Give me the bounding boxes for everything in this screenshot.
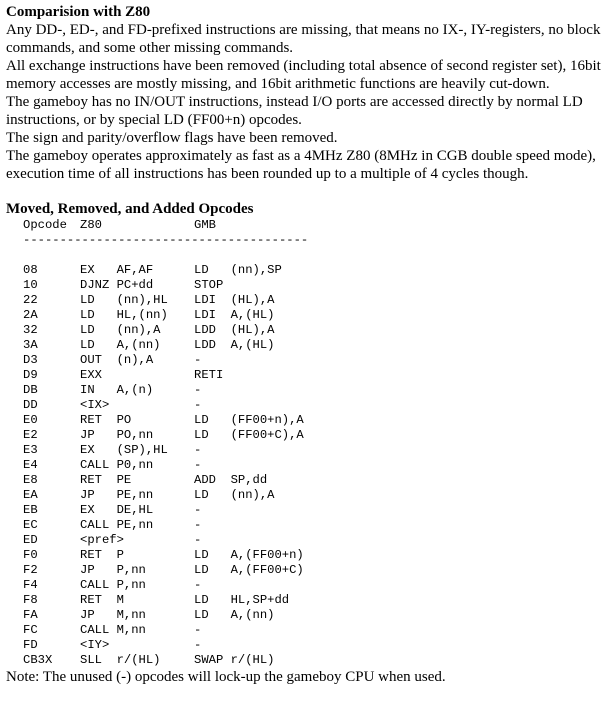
comparison-text	[6, 21, 612, 183]
opcode-cell: EA	[23, 488, 38, 502]
z80-cell: IN A,(n)	[80, 383, 154, 397]
z80-cell: EX (SP),HL	[80, 443, 168, 457]
paragraph-exchange: All exchange instructions have been removed (including total absence of second register set), 16bit memory accesses are mostly missing, and 16bit arithmetic functions are heavily cut-down.	[6, 58, 601, 92]
opcode-cell: F0	[23, 548, 38, 562]
gmb-cell: LDD (HL),A	[194, 323, 275, 337]
z80-cell: JP PO,nn	[80, 428, 154, 442]
note-text: Note: The unused (-) opcodes will lock-up the gameboy CPU when used.	[6, 669, 446, 685]
z80-cell: LD A,(nn)	[80, 338, 161, 352]
z80-cell: LD (nn),HL	[80, 293, 168, 307]
table-row	[6, 503, 612, 518]
table-row	[6, 413, 612, 428]
gmb-cell: LD (FF00+n),A	[194, 413, 304, 427]
gmb-cell: LD (FF00+C),A	[194, 428, 304, 442]
header-gmb: GMB	[194, 218, 216, 232]
table-row	[6, 398, 612, 413]
table-row	[6, 323, 612, 338]
opcode-cell: D3	[23, 353, 38, 367]
table-row	[6, 278, 612, 293]
gmb-cell: -	[194, 353, 202, 367]
table-row	[6, 383, 612, 398]
table-row	[6, 443, 612, 458]
opcode-cell: 10	[23, 278, 38, 292]
opcode-cell: 22	[23, 293, 38, 307]
z80-cell: EX DE,HL	[80, 503, 154, 517]
z80-cell: RET PE	[80, 473, 132, 487]
opcode-cell: DD	[23, 398, 38, 412]
gmb-cell: -	[194, 503, 202, 517]
table-row	[6, 488, 612, 503]
section-gap	[6, 183, 612, 200]
opcode-cell: F8	[23, 593, 38, 607]
opcode-cell: D9	[23, 368, 38, 382]
opcode-cell: FC	[23, 623, 38, 637]
gmb-cell: -	[194, 443, 202, 457]
gmb-cell: -	[194, 638, 202, 652]
table-row	[6, 428, 612, 443]
gmb-cell: LD A,(FF00+n)	[194, 548, 304, 562]
z80-cell: RET P	[80, 548, 124, 562]
table-header-row	[6, 218, 612, 233]
table-row	[6, 608, 612, 623]
opcode-cell: ED	[23, 533, 38, 547]
table-row	[6, 473, 612, 488]
z80-cell: JP P,nn	[80, 563, 146, 577]
gmb-cell: LDI (HL),A	[194, 293, 275, 307]
gmb-cell: LD A,(FF00+C)	[194, 563, 304, 577]
opcode-cell: E3	[23, 443, 38, 457]
table-row	[6, 458, 612, 473]
gmb-cell: LD (nn),A	[194, 488, 275, 502]
table-row	[6, 578, 612, 593]
table-row	[6, 563, 612, 578]
table-rule: ---------------------------------------	[23, 233, 309, 247]
opcode-cell: F2	[23, 563, 38, 577]
paragraph-flags: The sign and parity/overflow flags have been removed.	[6, 130, 338, 146]
opcode-cell: E8	[23, 473, 38, 487]
table-row	[6, 293, 612, 308]
z80-cell: <IY>	[80, 638, 110, 652]
z80-cell: JP M,nn	[80, 608, 146, 622]
gmb-cell: LDD A,(HL)	[194, 338, 275, 352]
opcode-cell: 32	[23, 323, 38, 337]
table-row	[6, 623, 612, 638]
gmb-cell: RETI	[194, 368, 224, 382]
header-z80: Z80	[80, 218, 102, 232]
opcode-cell: 2A	[23, 308, 38, 322]
z80-cell: EXX	[80, 368, 102, 382]
gmb-cell: LD (nn),SP	[194, 263, 282, 277]
z80-cell: DJNZ PC+dd	[80, 278, 154, 292]
opcode-cell: EC	[23, 518, 38, 532]
z80-cell: <IX>	[80, 398, 110, 412]
section-title-comparison: Comparision with Z80	[6, 4, 151, 20]
z80-cell: LD HL,(nn)	[80, 308, 168, 322]
table-row	[6, 593, 612, 608]
opcode-table	[6, 218, 612, 668]
table-row	[6, 353, 612, 368]
table-row	[6, 518, 612, 533]
gmb-cell: -	[194, 578, 202, 592]
table-row	[6, 308, 612, 323]
opcode-cell: DB	[23, 383, 38, 397]
table-row	[6, 368, 612, 383]
z80-cell: CALL P0,nn	[80, 458, 154, 472]
table-row	[6, 653, 612, 668]
table-row	[6, 338, 612, 353]
section-title-opcodes: Moved, Removed, and Added Opcodes	[6, 201, 254, 217]
gmb-cell: LD HL,SP+dd	[194, 593, 290, 607]
z80-cell: CALL PE,nn	[80, 518, 154, 532]
opcode-cell: 08	[23, 263, 38, 277]
z80-cell: RET M	[80, 593, 124, 607]
gmb-cell: STOP	[194, 278, 224, 292]
gmb-cell: -	[194, 383, 202, 397]
opcode-cell: FD	[23, 638, 38, 652]
table-row	[6, 638, 612, 653]
z80-cell: CALL P,nn	[80, 578, 146, 592]
z80-cell: OUT (n),A	[80, 353, 154, 367]
table-row	[6, 533, 612, 548]
z80-cell: SLL r/(HL)	[80, 653, 161, 667]
opcode-cell: CB3X	[23, 653, 53, 667]
opcode-cell: EB	[23, 503, 38, 517]
gmb-cell: ADD SP,dd	[194, 473, 268, 487]
gmb-cell: -	[194, 518, 202, 532]
opcode-cell: FA	[23, 608, 38, 622]
table-row	[6, 548, 612, 563]
z80-cell: EX AF,AF	[80, 263, 154, 277]
gmb-cell: -	[194, 398, 202, 412]
opcode-cell: 3A	[23, 338, 38, 352]
gmb-cell: LD A,(nn)	[194, 608, 275, 622]
paragraph-prefixes: Any DD-, ED-, and FD-prefixed instructions are missing, that means no IX-, IY-registers, no block commands, and some other missing commands.	[6, 22, 601, 56]
table-row	[6, 263, 612, 278]
document-page	[6, 3, 612, 686]
z80-cell: CALL M,nn	[80, 623, 146, 637]
table-spacer	[6, 248, 612, 263]
paragraph-io: The gameboy has no IN/OUT instructions, instead I/O ports are accessed directly by normal LD instructions, or by special LD (FF00+n) opcodes.	[6, 94, 583, 128]
opcode-cell: E4	[23, 458, 38, 472]
z80-cell: LD (nn),A	[80, 323, 161, 337]
gmb-cell: -	[194, 533, 202, 547]
z80-cell: <pref>	[80, 533, 124, 547]
table-body	[6, 248, 612, 668]
gmb-cell: SWAP r/(HL)	[194, 653, 275, 667]
opcode-cell: F4	[23, 578, 38, 592]
gmb-cell: -	[194, 458, 202, 472]
header-opcode: Opcode	[23, 218, 67, 232]
opcode-cell: E0	[23, 413, 38, 427]
z80-cell: JP PE,nn	[80, 488, 154, 502]
gmb-cell: -	[194, 623, 202, 637]
z80-cell: RET PO	[80, 413, 132, 427]
opcode-cell: E2	[23, 428, 38, 442]
paragraph-speed: The gameboy operates approximately as fast as a 4MHz Z80 (8MHz in CGB double speed mode), execution time of all instructions has been rounded up to a multiple of 4 cycles though.	[6, 148, 596, 182]
gmb-cell: LDI A,(HL)	[194, 308, 275, 322]
